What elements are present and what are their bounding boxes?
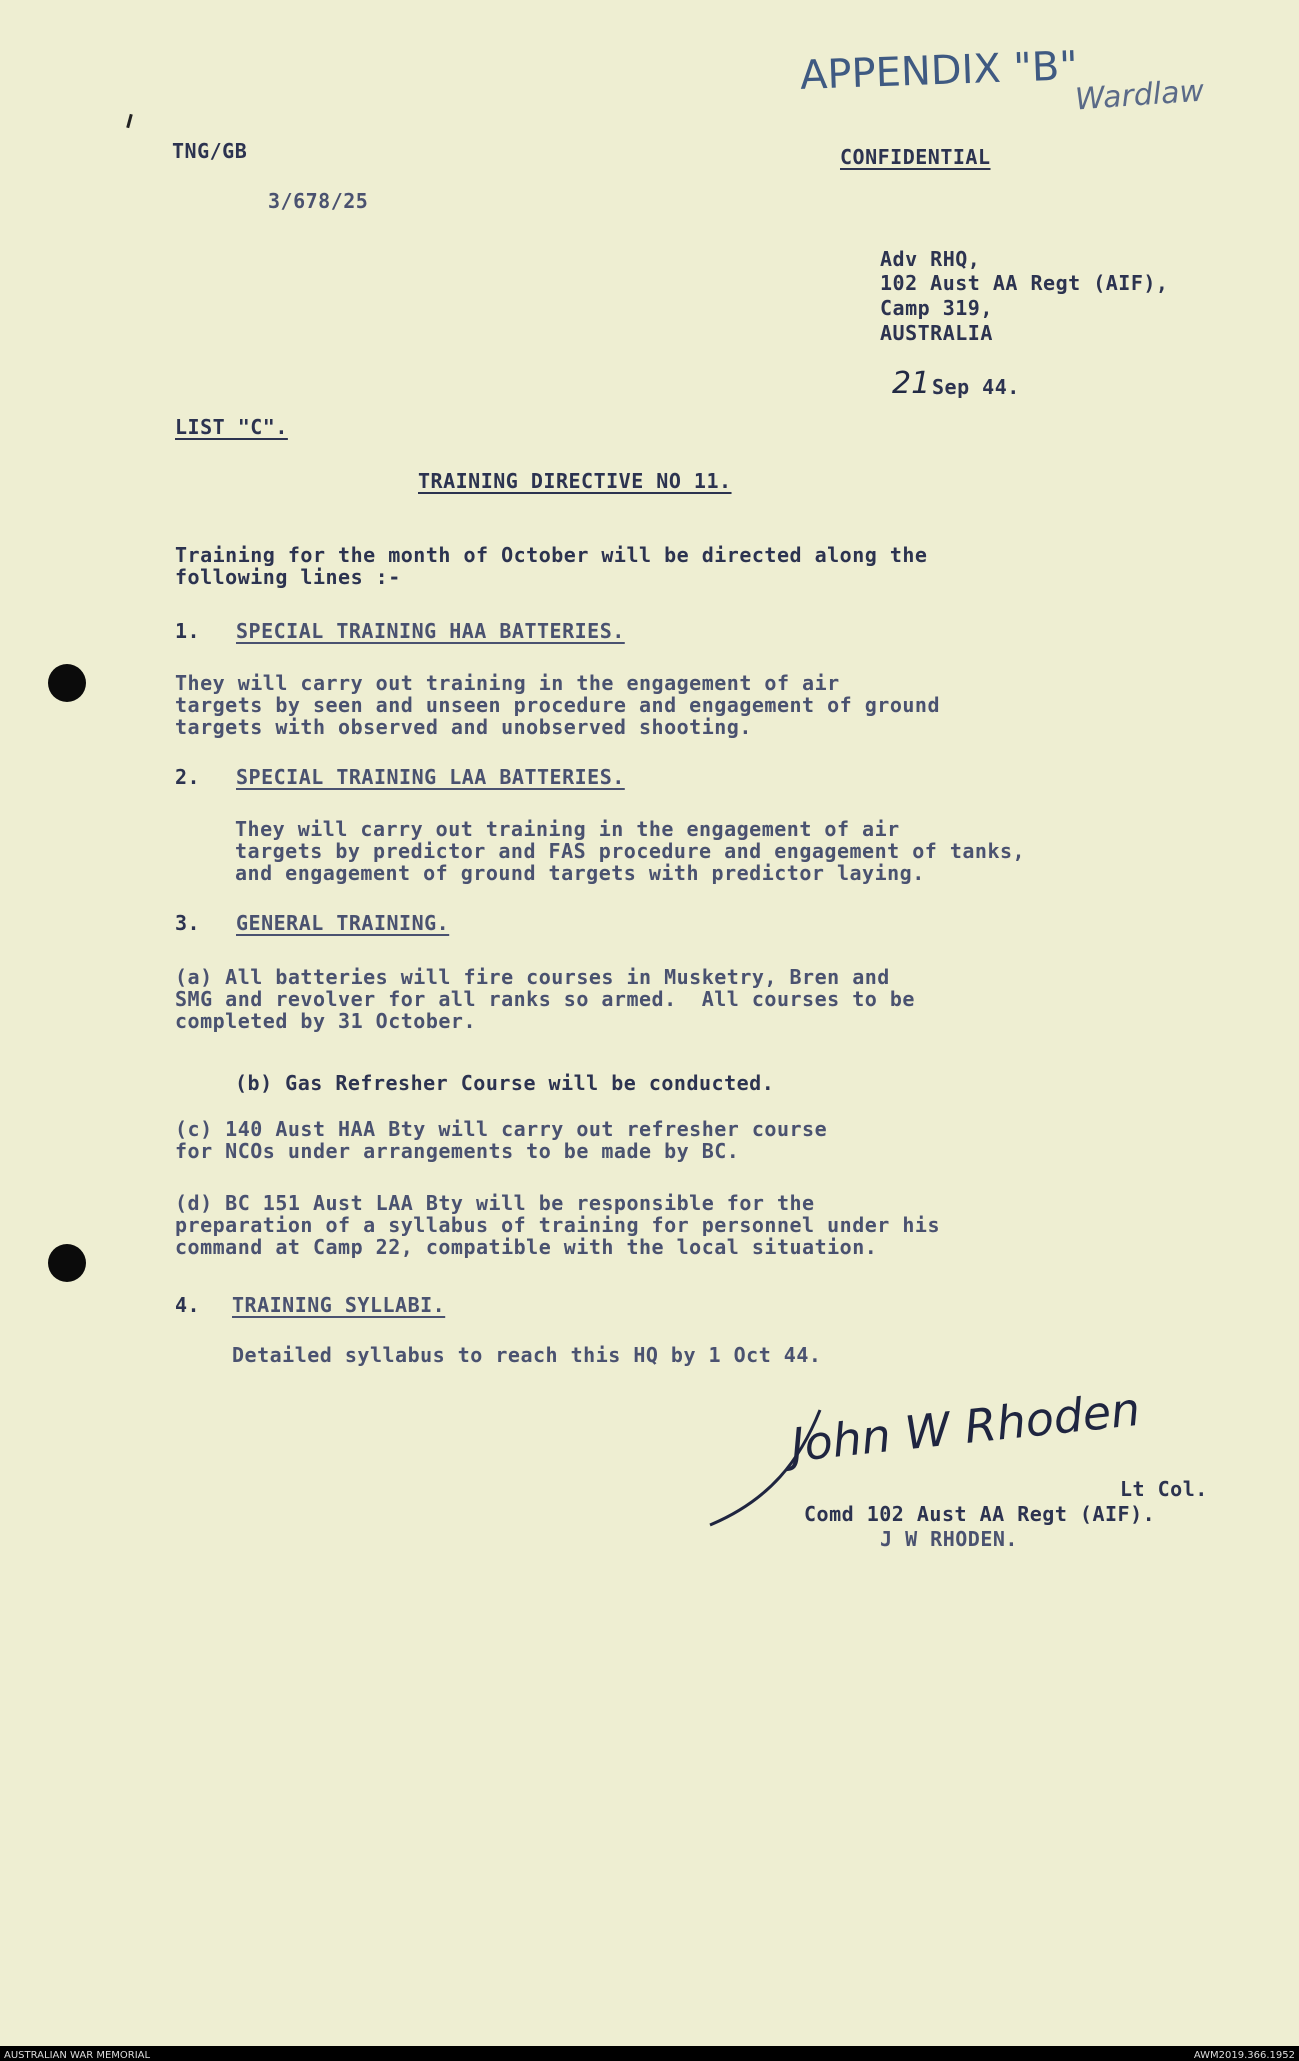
signatory-appointment: Comd 102 Aust AA Regt (AIF). <box>804 1502 1156 1526</box>
section-1-body: They will carry out training in the engagement of air targets by seen and unseen procedure and engagement of ground targets with observed and unobserved shooting. <box>175 671 941 739</box>
handwritten-signature: John W Rhoden <box>788 1381 1143 1473</box>
section-4-body: Detailed syllabus to reach this HQ by 1 Oct 44. <box>232 1343 822 1367</box>
intro-paragraph: Training for the month of October will be directed along the following lines :- <box>175 543 928 589</box>
classification-label: CONFIDENTIAL <box>840 145 991 169</box>
list-label: LIST "C". <box>175 415 288 439</box>
section-3-item-c: (c) 140 Aust HAA Bty will carry out refresher course for NCOs under arrangements to be made by BC. <box>175 1117 828 1163</box>
section-4-heading: TRAINING SYLLABI. <box>232 1293 446 1317</box>
signatory-name: J W RHODEN. <box>880 1527 1018 1551</box>
section-1-number: 1. <box>175 619 201 643</box>
appendix-annotation: APPENDIX "B" <box>799 43 1079 99</box>
section-3-number: 3. <box>175 911 201 935</box>
reference-code: TNG/GB <box>172 139 248 163</box>
address-line-4: AUSTRALIA <box>880 321 993 345</box>
section-3-heading: GENERAL TRAINING. <box>236 911 450 935</box>
date-day-handwritten: 21 <box>892 366 931 401</box>
section-3-item-a: (a) All batteries will fire courses in Musketry, Bren and SMG and revolver for all ranks so armed. All courses to be completed by 31 October. <box>175 965 915 1033</box>
signatory-rank: Lt Col. <box>1120 1477 1208 1501</box>
punch-hole-bottom <box>48 1244 86 1282</box>
archive-credit: AUSTRALIAN WAR MEMORIAL <box>4 2050 151 2061</box>
archive-accession-number: AWM2019.366.1952 <box>1193 2050 1295 2061</box>
punch-hole-top <box>48 664 86 702</box>
file-number: 3/678/25 <box>268 189 369 213</box>
section-2-body: They will carry out training in the engagement of air targets by predictor and FAS procedure and engagement of tanks, and engagement of ground targets with predictor laying. <box>235 817 1026 885</box>
margin-mark <box>126 114 133 128</box>
section-1-heading: SPECIAL TRAINING HAA BATTERIES. <box>236 619 625 643</box>
section-3-item-b: (b) Gas Refresher Course will be conducted. <box>235 1071 775 1095</box>
section-2-heading: SPECIAL TRAINING LAA BATTERIES. <box>236 765 625 789</box>
address-line-2: 102 Aust AA Regt (AIF), <box>880 271 1169 295</box>
section-2-number: 2. <box>175 765 201 789</box>
address-line-1: Adv RHQ, <box>880 247 981 271</box>
section-4-number: 4. <box>175 1293 201 1317</box>
initial-annotation: Wardlaw <box>1073 73 1206 118</box>
address-line-3: Camp 319, <box>880 296 993 320</box>
date-month-year: Sep 44. <box>932 375 1020 399</box>
section-3-item-d: (d) BC 151 Aust LAA Bty will be responsible for the preparation of a syllabus of training for personnel under his command at Camp 22, compatible with the local situation. <box>175 1191 941 1259</box>
document-title: TRAINING DIRECTIVE NO 11. <box>418 469 732 493</box>
